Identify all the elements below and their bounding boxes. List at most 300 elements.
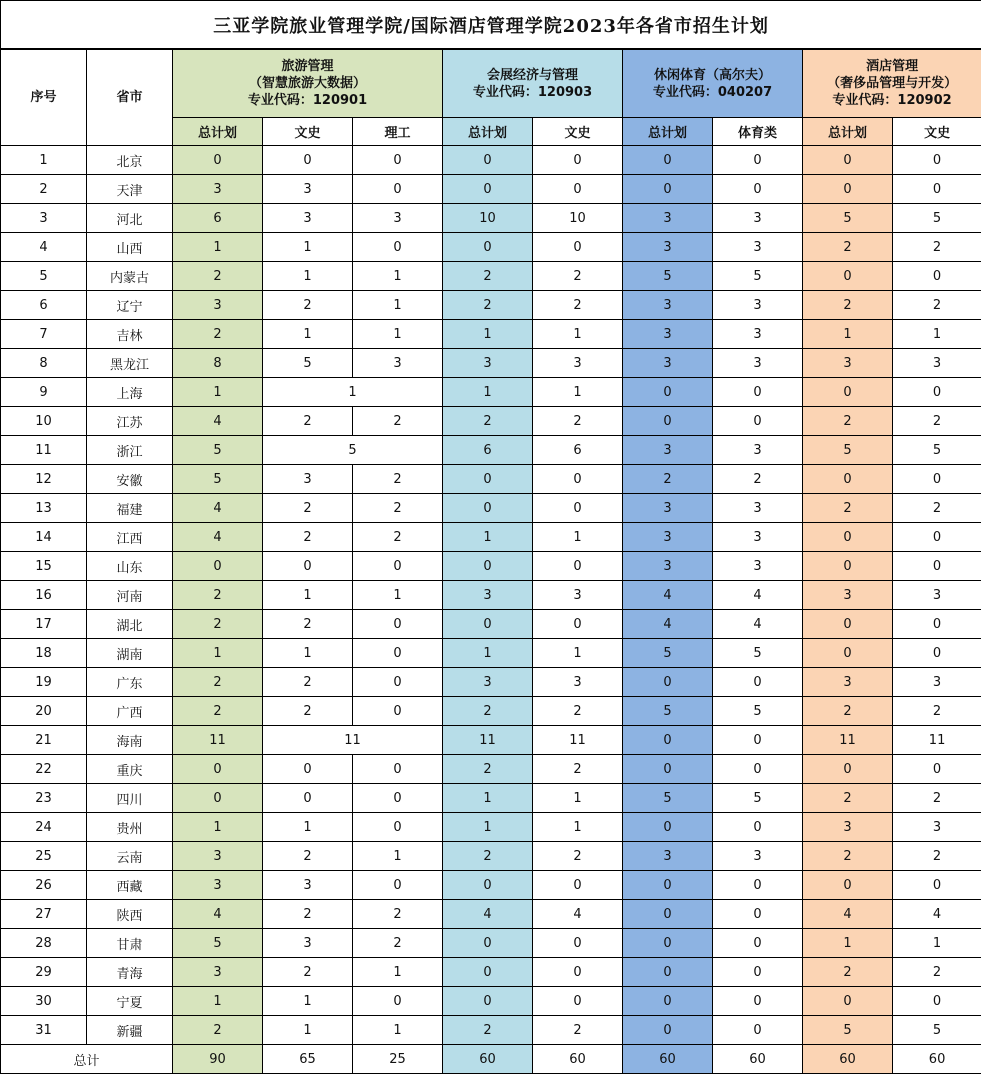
cell-sport-total: 0 <box>623 755 713 784</box>
cell-exh-arts: 0 <box>533 871 623 900</box>
cell-hotel-total: 2 <box>803 233 893 262</box>
cell-tour-arts: 2 <box>263 842 353 871</box>
cell-tour-science: 3 <box>353 204 443 233</box>
cell-tour-total: 0 <box>173 755 263 784</box>
cell-tour-science: 1 <box>353 958 443 987</box>
row-seq: 18 <box>1 639 87 668</box>
cell-tour-total: 1 <box>173 813 263 842</box>
row-province: 西藏 <box>87 871 173 900</box>
cell-sport-total: 5 <box>623 262 713 291</box>
row-seq: 26 <box>1 871 87 900</box>
cell-tour-arts: 3 <box>263 929 353 958</box>
cell-sport-pe: 0 <box>713 668 803 697</box>
row-province: 新疆 <box>87 1016 173 1045</box>
cell-exh-total: 2 <box>443 842 533 871</box>
row-seq: 4 <box>1 233 87 262</box>
table-row <box>1 523 981 552</box>
row-seq: 3 <box>1 204 87 233</box>
cell-sport-total: 4 <box>623 610 713 639</box>
cell-tour-total: 4 <box>173 494 263 523</box>
table-row <box>1 900 981 929</box>
cell-tour-total: 3 <box>173 842 263 871</box>
cell-sport-pe: 0 <box>713 175 803 204</box>
cell-sport-total: 0 <box>623 813 713 842</box>
table-row <box>1 204 981 233</box>
cell-tour-arts: 1 <box>263 581 353 610</box>
row-province: 四川 <box>87 784 173 813</box>
cell-exh-total: 10 <box>443 204 533 233</box>
cell-tour-arts: 2 <box>263 407 353 436</box>
subheader-sport-pe: 体育类 <box>713 118 803 146</box>
cell-tour-science: 1 <box>353 842 443 871</box>
cell-hotel-total: 2 <box>803 842 893 871</box>
cell-exh-total: 6 <box>443 436 533 465</box>
row-province: 安徽 <box>87 465 173 494</box>
cell-hotel-arts: 0 <box>893 465 981 494</box>
total-exh-total: 60 <box>443 1045 533 1074</box>
cell-tour-arts: 0 <box>263 552 353 581</box>
row-seq: 21 <box>1 726 87 755</box>
row-province: 内蒙古 <box>87 262 173 291</box>
subheader-tour-total: 总计划 <box>173 118 263 146</box>
cell-sport-pe: 3 <box>713 494 803 523</box>
cell-tour-science: 1 <box>353 262 443 291</box>
subheader-exh-arts: 文史 <box>533 118 623 146</box>
cell-tour-arts: 2 <box>263 610 353 639</box>
row-province: 江西 <box>87 523 173 552</box>
row-province: 浙江 <box>87 436 173 465</box>
cell-tour-arts: 2 <box>263 900 353 929</box>
cell-sport-pe: 5 <box>713 697 803 726</box>
total-tour-total: 90 <box>173 1045 263 1074</box>
row-province: 黑龙江 <box>87 349 173 378</box>
row-seq: 14 <box>1 523 87 552</box>
cell-hotel-arts: 11 <box>893 726 981 755</box>
cell-sport-pe: 5 <box>713 784 803 813</box>
cell-hotel-arts: 1 <box>893 320 981 349</box>
subheader-tour-science: 理工 <box>353 118 443 146</box>
cell-tour-arts: 1 <box>263 639 353 668</box>
table-row <box>1 291 981 320</box>
row-province: 青海 <box>87 958 173 987</box>
cell-tour-total: 2 <box>173 581 263 610</box>
cell-tour-science: 2 <box>353 494 443 523</box>
row-seq: 11 <box>1 436 87 465</box>
cell-hotel-total: 4 <box>803 900 893 929</box>
cell-exh-arts: 0 <box>533 465 623 494</box>
row-province: 海南 <box>87 726 173 755</box>
row-province: 山东 <box>87 552 173 581</box>
cell-exh-arts: 0 <box>533 929 623 958</box>
subheader-hotel-arts: 文史 <box>893 118 981 146</box>
table-row <box>1 1016 981 1045</box>
cell-tour-science: 0 <box>353 233 443 262</box>
table-row <box>1 784 981 813</box>
cell-sport-pe: 0 <box>713 987 803 1016</box>
cell-sport-pe: 0 <box>713 378 803 407</box>
cell-exh-arts: 2 <box>533 755 623 784</box>
cell-hotel-total: 3 <box>803 813 893 842</box>
cell-exh-arts: 0 <box>533 146 623 175</box>
cell-sport-total: 0 <box>623 958 713 987</box>
row-province: 湖北 <box>87 610 173 639</box>
cell-exh-arts: 2 <box>533 842 623 871</box>
cell-exh-arts: 2 <box>533 262 623 291</box>
cell-exh-total: 11 <box>443 726 533 755</box>
cell-exh-total: 3 <box>443 581 533 610</box>
major-tourism-direction: （智慧旅游大数据） <box>173 75 442 92</box>
cell-sport-total: 0 <box>623 871 713 900</box>
cell-hotel-total: 0 <box>803 262 893 291</box>
cell-hotel-total: 0 <box>803 378 893 407</box>
cell-exh-arts: 4 <box>533 900 623 929</box>
cell-sport-pe: 4 <box>713 610 803 639</box>
total-row <box>1 1045 981 1074</box>
row-seq: 8 <box>1 349 87 378</box>
cell-hotel-total: 2 <box>803 958 893 987</box>
cell-exh-arts: 0 <box>533 610 623 639</box>
subheader-tour-arts: 文史 <box>263 118 353 146</box>
cell-hotel-total: 3 <box>803 349 893 378</box>
cell-exh-total: 0 <box>443 175 533 204</box>
total-label: 总计 <box>1 1045 173 1074</box>
table-row <box>1 320 981 349</box>
row-province: 宁夏 <box>87 987 173 1016</box>
cell-exh-arts: 1 <box>533 784 623 813</box>
cell-tour-science: 2 <box>353 523 443 552</box>
cell-exh-arts: 0 <box>533 233 623 262</box>
cell-tour-total: 3 <box>173 175 263 204</box>
cell-tour-total: 4 <box>173 407 263 436</box>
cell-hotel-total: 0 <box>803 610 893 639</box>
major-hotel-code: 专业代码：120902 <box>803 92 981 109</box>
subheader-exh-total: 总计划 <box>443 118 533 146</box>
cell-sport-pe: 3 <box>713 436 803 465</box>
cell-tour-arts: 2 <box>263 958 353 987</box>
row-seq: 24 <box>1 813 87 842</box>
cell-hotel-arts: 4 <box>893 900 981 929</box>
cell-hotel-arts: 2 <box>893 958 981 987</box>
cell-exh-total: 2 <box>443 1016 533 1045</box>
cell-tour-total: 1 <box>173 987 263 1016</box>
cell-tour-arts: 0 <box>263 784 353 813</box>
header-major-leisure-sport <box>623 49 803 118</box>
row-province: 陕西 <box>87 900 173 929</box>
cell-exh-arts: 1 <box>533 378 623 407</box>
cell-sport-total: 3 <box>623 291 713 320</box>
cell-tour-total: 2 <box>173 320 263 349</box>
cell-exh-arts: 3 <box>533 668 623 697</box>
cell-tour-total: 8 <box>173 349 263 378</box>
row-province: 吉林 <box>87 320 173 349</box>
cell-exh-total: 1 <box>443 813 533 842</box>
cell-exh-total: 1 <box>443 523 533 552</box>
cell-sport-total: 0 <box>623 146 713 175</box>
row-province: 广东 <box>87 668 173 697</box>
cell-exh-arts: 10 <box>533 204 623 233</box>
row-seq: 30 <box>1 987 87 1016</box>
cell-sport-total: 3 <box>623 204 713 233</box>
cell-exh-arts: 0 <box>533 175 623 204</box>
table-row <box>1 929 981 958</box>
cell-exh-total: 3 <box>443 349 533 378</box>
major-exhibition-code: 专业代码：120903 <box>443 84 622 101</box>
cell-exh-arts: 0 <box>533 958 623 987</box>
cell-hotel-total: 5 <box>803 436 893 465</box>
row-seq: 17 <box>1 610 87 639</box>
cell-hotel-total: 1 <box>803 320 893 349</box>
cell-tour-total: 6 <box>173 204 263 233</box>
cell-tour-science: 0 <box>353 146 443 175</box>
cell-tour-science: 0 <box>353 697 443 726</box>
cell-hotel-arts: 0 <box>893 146 981 175</box>
cell-tour-total: 4 <box>173 523 263 552</box>
table-row <box>1 958 981 987</box>
total-tour-science: 25 <box>353 1045 443 1074</box>
cell-exh-total: 2 <box>443 697 533 726</box>
cell-exh-total: 2 <box>443 291 533 320</box>
cell-sport-total: 2 <box>623 465 713 494</box>
cell-exh-total: 0 <box>443 146 533 175</box>
cell-tour-arts: 5 <box>263 349 353 378</box>
cell-hotel-total: 2 <box>803 784 893 813</box>
cell-hotel-total: 2 <box>803 291 893 320</box>
cell-tour-total: 2 <box>173 668 263 697</box>
cell-sport-pe: 3 <box>713 320 803 349</box>
cell-tour-total: 0 <box>173 784 263 813</box>
cell-sport-pe: 4 <box>713 581 803 610</box>
row-province: 上海 <box>87 378 173 407</box>
cell-tour-arts: 3 <box>263 175 353 204</box>
table-row <box>1 407 981 436</box>
cell-hotel-arts: 3 <box>893 668 981 697</box>
cell-exh-arts: 6 <box>533 436 623 465</box>
cell-sport-total: 0 <box>623 407 713 436</box>
cell-hotel-total: 1 <box>803 929 893 958</box>
major-exhibition-name: 会展经济与管理 <box>443 67 622 84</box>
row-province: 河北 <box>87 204 173 233</box>
cell-hotel-arts: 0 <box>893 610 981 639</box>
cell-sport-pe: 0 <box>713 755 803 784</box>
cell-sport-total: 3 <box>623 349 713 378</box>
table-row <box>1 842 981 871</box>
row-seq: 15 <box>1 552 87 581</box>
cell-hotel-total: 0 <box>803 523 893 552</box>
cell-tour-science: 0 <box>353 175 443 204</box>
cell-exh-arts: 2 <box>533 407 623 436</box>
cell-tour-total: 5 <box>173 929 263 958</box>
row-seq: 6 <box>1 291 87 320</box>
major-hotel-direction: （奢侈品管理与开发） <box>803 75 981 92</box>
cell-tour-arts: 3 <box>263 465 353 494</box>
cell-exh-total: 0 <box>443 929 533 958</box>
cell-exh-total: 0 <box>443 494 533 523</box>
cell-tour-science: 1 <box>353 291 443 320</box>
cell-hotel-arts: 5 <box>893 1016 981 1045</box>
cell-tour-total: 3 <box>173 958 263 987</box>
cell-sport-total: 3 <box>623 436 713 465</box>
cell-sport-pe: 5 <box>713 639 803 668</box>
table-row <box>1 639 981 668</box>
cell-tour-total: 2 <box>173 262 263 291</box>
row-province: 天津 <box>87 175 173 204</box>
row-province: 北京 <box>87 146 173 175</box>
cell-sport-total: 0 <box>623 1016 713 1045</box>
cell-sport-pe: 0 <box>713 900 803 929</box>
cell-tour-arts: 2 <box>263 697 353 726</box>
cell-hotel-arts: 2 <box>893 407 981 436</box>
cell-tour-total: 3 <box>173 871 263 900</box>
cell-sport-total: 5 <box>623 784 713 813</box>
row-seq: 29 <box>1 958 87 987</box>
page-title: 三亚学院旅业管理学院/国际酒店管理学院2023年各省市招生计划 <box>1 1 981 50</box>
cell-exh-arts: 1 <box>533 639 623 668</box>
major-sport-name: 休闲体育（高尔夫） <box>623 67 802 84</box>
cell-sport-pe: 0 <box>713 871 803 900</box>
cell-hotel-total: 0 <box>803 871 893 900</box>
cell-tour-science: 2 <box>353 407 443 436</box>
cell-tour-arts: 3 <box>263 871 353 900</box>
cell-hotel-total: 2 <box>803 407 893 436</box>
cell-hotel-arts: 3 <box>893 349 981 378</box>
cell-tour-arts: 0 <box>263 146 353 175</box>
cell-tour-science: 3 <box>353 349 443 378</box>
table-row <box>1 465 981 494</box>
row-seq: 27 <box>1 900 87 929</box>
cell-tour-arts: 2 <box>263 668 353 697</box>
cell-hotel-total: 3 <box>803 668 893 697</box>
major-sport-code: 专业代码：040207 <box>623 84 802 101</box>
cell-tour-arts: 2 <box>263 523 353 552</box>
cell-tour-arts-science-merged: 5 <box>263 436 443 465</box>
cell-sport-pe: 2 <box>713 465 803 494</box>
cell-tour-total: 11 <box>173 726 263 755</box>
cell-hotel-total: 3 <box>803 581 893 610</box>
cell-exh-total: 0 <box>443 871 533 900</box>
table-row <box>1 436 981 465</box>
cell-exh-total: 1 <box>443 784 533 813</box>
table-row <box>1 755 981 784</box>
total-sport-pe: 60 <box>713 1045 803 1074</box>
row-province: 云南 <box>87 842 173 871</box>
table-row <box>1 610 981 639</box>
subheader-sport-total: 总计划 <box>623 118 713 146</box>
table-row <box>1 697 981 726</box>
row-seq: 13 <box>1 494 87 523</box>
cell-exh-total: 0 <box>443 233 533 262</box>
table-row <box>1 233 981 262</box>
cell-sport-pe: 0 <box>713 958 803 987</box>
cell-sport-pe: 3 <box>713 349 803 378</box>
cell-hotel-arts: 2 <box>893 494 981 523</box>
cell-hotel-arts: 3 <box>893 581 981 610</box>
cell-exh-total: 1 <box>443 320 533 349</box>
cell-exh-total: 2 <box>443 407 533 436</box>
cell-exh-arts: 0 <box>533 552 623 581</box>
cell-exh-arts: 0 <box>533 494 623 523</box>
cell-tour-total: 1 <box>173 639 263 668</box>
cell-exh-total: 0 <box>443 958 533 987</box>
row-seq: 28 <box>1 929 87 958</box>
cell-exh-arts: 1 <box>533 523 623 552</box>
cell-exh-arts: 1 <box>533 813 623 842</box>
table-row <box>1 262 981 291</box>
cell-exh-total: 0 <box>443 610 533 639</box>
cell-tour-science: 2 <box>353 929 443 958</box>
cell-hotel-total: 0 <box>803 175 893 204</box>
cell-tour-science: 0 <box>353 639 443 668</box>
cell-exh-arts: 2 <box>533 291 623 320</box>
cell-hotel-total: 0 <box>803 755 893 784</box>
table-row <box>1 668 981 697</box>
cell-tour-science: 1 <box>353 581 443 610</box>
cell-exh-arts: 3 <box>533 581 623 610</box>
cell-hotel-arts: 0 <box>893 552 981 581</box>
cell-tour-arts: 0 <box>263 755 353 784</box>
cell-tour-arts: 1 <box>263 813 353 842</box>
row-province: 河南 <box>87 581 173 610</box>
row-seq: 31 <box>1 1016 87 1045</box>
cell-tour-arts: 2 <box>263 494 353 523</box>
cell-sport-total: 0 <box>623 726 713 755</box>
cell-tour-science: 0 <box>353 987 443 1016</box>
cell-tour-total: 0 <box>173 146 263 175</box>
row-province: 山西 <box>87 233 173 262</box>
row-seq: 19 <box>1 668 87 697</box>
cell-sport-pe: 3 <box>713 204 803 233</box>
cell-tour-total: 1 <box>173 233 263 262</box>
table-row <box>1 349 981 378</box>
table-row <box>1 987 981 1016</box>
cell-hotel-total: 0 <box>803 639 893 668</box>
cell-tour-science: 0 <box>353 668 443 697</box>
cell-hotel-total: 5 <box>803 204 893 233</box>
row-seq: 12 <box>1 465 87 494</box>
cell-sport-total: 3 <box>623 320 713 349</box>
table-row <box>1 813 981 842</box>
header-major-exhibition <box>443 49 623 118</box>
row-province: 贵州 <box>87 813 173 842</box>
cell-hotel-arts: 0 <box>893 639 981 668</box>
row-province: 广西 <box>87 697 173 726</box>
cell-exh-arts: 11 <box>533 726 623 755</box>
total-exh-arts: 60 <box>533 1045 623 1074</box>
cell-exh-total: 2 <box>443 755 533 784</box>
cell-tour-science: 0 <box>353 755 443 784</box>
cell-hotel-arts: 2 <box>893 233 981 262</box>
total-hotel-total: 60 <box>803 1045 893 1074</box>
cell-hotel-arts: 0 <box>893 755 981 784</box>
cell-tour-science: 1 <box>353 320 443 349</box>
cell-hotel-arts: 0 <box>893 262 981 291</box>
cell-exh-total: 3 <box>443 668 533 697</box>
cell-tour-science: 0 <box>353 610 443 639</box>
cell-tour-total: 5 <box>173 436 263 465</box>
cell-sport-total: 4 <box>623 581 713 610</box>
cell-sport-pe: 3 <box>713 842 803 871</box>
cell-hotel-arts: 5 <box>893 204 981 233</box>
table-row <box>1 494 981 523</box>
cell-tour-total: 2 <box>173 697 263 726</box>
row-seq: 23 <box>1 784 87 813</box>
cell-hotel-arts: 2 <box>893 291 981 320</box>
cell-exh-total: 1 <box>443 639 533 668</box>
row-province: 重庆 <box>87 755 173 784</box>
cell-hotel-arts: 1 <box>893 929 981 958</box>
table-row <box>1 175 981 204</box>
cell-hotel-total: 5 <box>803 1016 893 1045</box>
cell-tour-total: 0 <box>173 552 263 581</box>
